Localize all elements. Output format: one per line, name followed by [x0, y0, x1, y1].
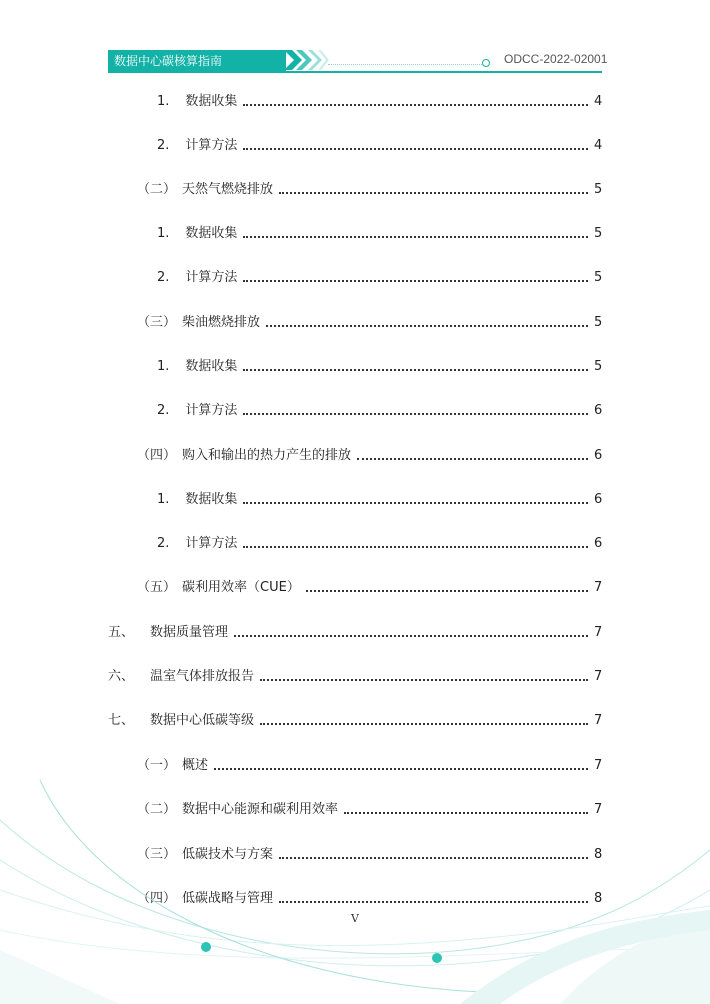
toc-entry-page: 4	[594, 94, 603, 109]
header-dotted-line	[328, 64, 482, 65]
toc-leader-dots	[214, 756, 588, 770]
toc-entry-title: 天然气燃烧排放	[182, 182, 274, 197]
toc-entry-number: 七、	[108, 713, 135, 728]
toc-entry-number: （一）	[137, 758, 177, 773]
toc-entry-page: 6	[594, 448, 603, 463]
toc-entry-number: （四）	[137, 891, 177, 906]
toc-entry-title: 数据收集	[185, 226, 238, 241]
toc-entry-number: （四）	[137, 448, 177, 463]
toc-entry-page: 5	[594, 226, 603, 241]
toc-entry[interactable]	[137, 578, 602, 598]
toc-entry-number: 1.	[157, 359, 170, 374]
toc-entry-title: 概述	[182, 758, 209, 773]
toc-entry-page: 6	[594, 536, 603, 551]
toc-entry[interactable]	[157, 268, 602, 288]
toc-entry[interactable]	[137, 756, 602, 776]
toc-entry-title: 数据质量管理	[150, 625, 229, 640]
toc-entry-title: 计算方法	[185, 403, 238, 418]
toc-leader-dots	[243, 357, 588, 371]
toc-entry-number: 2.	[157, 270, 170, 285]
toc-leader-dots	[266, 313, 588, 327]
toc-entry-title: 数据收集	[185, 94, 238, 109]
toc-entry[interactable]	[108, 667, 602, 687]
toc-entry-number: 2.	[157, 138, 170, 153]
toc-entry-number: （二）	[137, 182, 177, 197]
toc-entry-number: （三）	[137, 315, 177, 330]
toc-entry-number: （五）	[137, 580, 177, 595]
toc-leader-dots	[357, 446, 588, 460]
toc-entry-page: 6	[594, 492, 603, 507]
toc-entry-title: 计算方法	[185, 270, 238, 285]
toc-entry-number: 1.	[157, 226, 170, 241]
toc-leader-dots	[243, 224, 588, 238]
toc-leader-dots	[234, 623, 588, 637]
header-rule	[108, 71, 602, 73]
toc-entry-page: 5	[594, 270, 603, 285]
toc-entry-page: 7	[594, 669, 603, 684]
toc-leader-dots	[243, 136, 588, 150]
toc-entry-title: 计算方法	[185, 138, 238, 153]
toc-entry[interactable]	[137, 313, 602, 333]
toc-entry[interactable]	[157, 401, 602, 421]
toc-entry-number: 1.	[157, 492, 170, 507]
toc-entry-page: 5	[594, 315, 603, 330]
toc-entry[interactable]	[157, 357, 602, 377]
toc-entry-title: 柴油燃烧排放	[182, 315, 261, 330]
toc-entry-title: 数据收集	[185, 492, 238, 507]
toc-entry-title: 低碳战略与管理	[182, 891, 274, 906]
header-circle-icon	[482, 59, 490, 67]
toc-entry-page: 5	[594, 359, 603, 374]
toc-entry-title: 温室气体排放报告	[150, 669, 255, 684]
toc-leader-dots	[279, 180, 588, 194]
toc-entry-number: 六、	[108, 669, 135, 684]
toc-entry-title: 数据收集	[185, 359, 238, 374]
toc-entry[interactable]	[137, 446, 602, 466]
toc-entry[interactable]	[108, 623, 602, 643]
toc-leader-dots	[306, 578, 588, 592]
decoration-dot-icon	[201, 942, 211, 952]
header-title: 数据中心碳核算指南	[108, 50, 286, 72]
toc-entry-title: 数据中心能源和碳利用效率	[182, 802, 339, 817]
toc-entry-number: 2.	[157, 536, 170, 551]
toc-entry-page: 7	[594, 802, 603, 817]
toc-entry[interactable]	[157, 92, 602, 112]
document-code: ODCC-2022-02001	[504, 52, 608, 66]
toc-entry[interactable]	[108, 711, 602, 731]
toc-entry-title: 数据中心低碳等级	[150, 713, 255, 728]
toc-entry[interactable]	[137, 180, 602, 200]
toc-entry-number: 2.	[157, 403, 170, 418]
toc-leader-dots	[260, 667, 588, 681]
decoration-dot-icon	[432, 953, 442, 963]
toc-leader-dots	[243, 490, 588, 504]
toc-leader-dots	[260, 711, 588, 725]
toc-entry-page: 5	[594, 182, 603, 197]
toc-entry-title: 低碳技术与方案	[182, 847, 274, 862]
page-header	[0, 0, 710, 80]
toc-entry-number: （三）	[137, 847, 177, 862]
toc-entry-page: 7	[594, 758, 603, 773]
toc-entry-number: （二）	[137, 802, 177, 817]
toc-entry[interactable]	[157, 534, 602, 554]
toc-entry-number: 1.	[157, 94, 170, 109]
page-number: V	[351, 912, 359, 925]
toc-entry[interactable]	[157, 490, 602, 510]
toc-entry-title: 购入和输出的热力产生的排放	[182, 448, 352, 463]
toc-entry[interactable]	[157, 224, 602, 244]
toc-entry-number: 五、	[108, 625, 135, 640]
toc-leader-dots	[243, 92, 588, 106]
wave-decoration	[0, 780, 710, 1004]
toc-entry[interactable]	[157, 136, 602, 156]
toc-entry-page: 7	[594, 713, 603, 728]
toc-entry-page: 8	[594, 847, 603, 862]
toc-leader-dots	[243, 534, 588, 548]
toc-leader-dots	[243, 401, 588, 415]
toc-entry-page: 7	[594, 625, 603, 640]
toc-entry-page: 7	[594, 580, 603, 595]
toc-entry-page: 4	[594, 138, 603, 153]
toc-entry-title: 碳利用效率（CUE）	[182, 580, 300, 595]
toc-entry-page: 6	[594, 403, 603, 418]
toc-leader-dots	[243, 268, 588, 282]
chevron-decoration-icon	[282, 48, 330, 72]
toc-entry-title: 计算方法	[185, 536, 238, 551]
toc-entry-page: 8	[594, 891, 603, 906]
